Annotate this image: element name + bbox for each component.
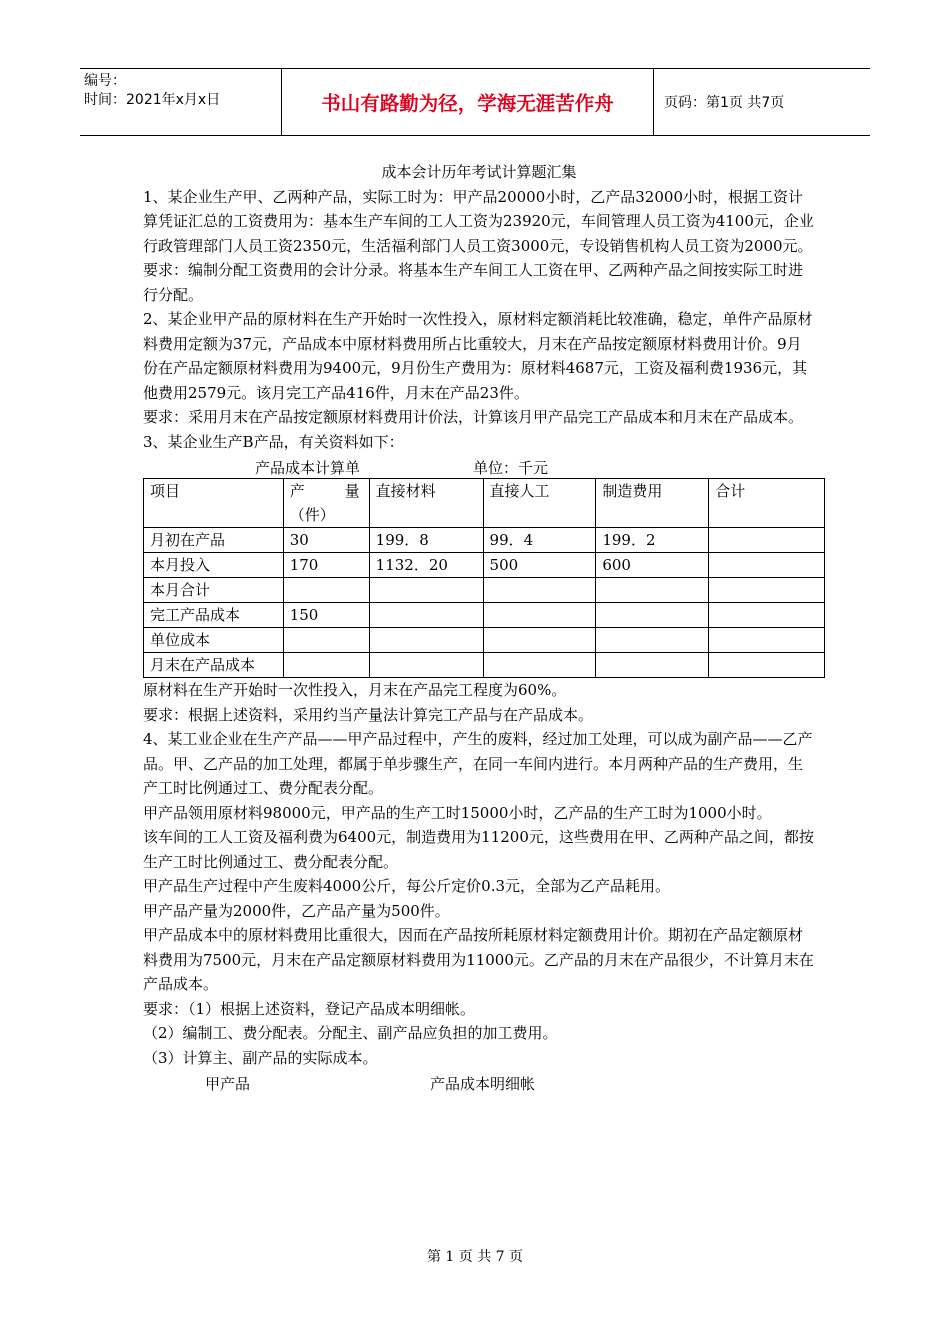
table-cell <box>596 603 709 628</box>
table-cell <box>283 578 369 603</box>
table-cell <box>709 628 825 653</box>
paragraph: 3、某企业生产B产品，有关资料如下： <box>143 432 404 451</box>
table-cell: 1132．20 <box>369 553 483 578</box>
subheading-ledger: 产品成本明细帐 <box>430 1075 536 1093</box>
table-cell: 500 <box>483 553 596 578</box>
table-cell: 99．4 <box>483 528 596 553</box>
table-cell: 单位成本 <box>144 628 284 653</box>
paragraph: 要求：（1）根据上述资料，登记产品成本明细帐。 <box>143 999 476 1018</box>
column-header: 合计 <box>709 479 825 528</box>
table-row <box>144 578 825 603</box>
table-cell: 月初在产品 <box>144 528 284 553</box>
subheading-row <box>143 1072 815 1100</box>
table-row <box>144 603 825 628</box>
column-header: 制造费用 <box>596 479 709 528</box>
table-cell <box>369 628 483 653</box>
paragraph: 要求：编制分配工资费用的会计分录。将基本生产车间工人工资在甲、乙两种产品之间按实际工时进行分配。 <box>143 261 804 304</box>
doc-time-label: 时间：2021年x月x日 <box>84 92 221 108</box>
paragraph: 甲产品成本中的原材料费用比重很大，因而在产品按所耗原材料定额费用计价。期初在产品定额原材料费用为7500元，月末在产品定额原材料费用为11000元。乙产品的月末在产品很少，不计算月末在产品成本。 <box>143 926 814 993</box>
table-caption-row <box>143 456 815 478</box>
paragraph: 甲产品领用原材料98000元，甲产品的生产工时15000小时，乙产品的生产工时为1000小时。 <box>143 803 772 822</box>
column-header: 直接材料 <box>369 479 483 528</box>
table-cell <box>709 603 825 628</box>
doc-number-label: 编号： <box>84 73 126 89</box>
table-cell: 本月投入 <box>144 553 284 578</box>
subheading-product: 甲产品 <box>205 1075 251 1093</box>
table-cell <box>709 528 825 553</box>
page-header <box>80 68 870 136</box>
table-cell <box>709 578 825 603</box>
header-motto: 书山有路勤为径，学海无涯苦作舟 <box>282 69 654 135</box>
table-caption: 产品成本计算单 <box>255 459 361 477</box>
table-cell <box>596 653 709 678</box>
paragraph: （2）编制工、费分配表。分配主、副产品应负担的加工费用。 <box>143 1024 558 1042</box>
header-meta <box>80 69 282 135</box>
paragraph: 要求：根据上述资料，采用约当产量法计算完工产品与在产品成本。 <box>143 705 594 724</box>
table-cell <box>369 603 483 628</box>
paragraph: （3）计算主、副产品的实际成本。 <box>143 1048 378 1067</box>
header-page-label: 页码：第1页 共7页 <box>664 95 785 111</box>
column-header: 直接人工 <box>483 479 596 528</box>
table-cell <box>369 578 483 603</box>
table-cell: 30 <box>283 528 369 553</box>
paragraph: 原材料在生产开始时一次性投入，月末在产品完工程度为60%。 <box>143 681 567 699</box>
table-cell <box>369 653 483 678</box>
page-footer: 第 1 页 共 7 页 <box>426 1249 524 1265</box>
table-cell: 月末在产品成本 <box>144 653 284 678</box>
document-title: 成本会计历年考试计算题汇集 <box>381 163 577 181</box>
paragraph: 该车间的工人工资及福利费为6400元，制造费用为11200元，这些费用在甲、乙两种产品之间，都按生产工时比例通过工、费分配表分配。 <box>143 828 814 871</box>
table-cell: 150 <box>283 603 369 628</box>
paragraph: 甲产品生产过程中产生废料4000公斤，每公斤定价0.3元，全部为乙产品耗用。 <box>143 877 671 895</box>
table-header-row <box>144 479 825 528</box>
table-cell <box>283 653 369 678</box>
table-cell <box>483 628 596 653</box>
table-cell: 199．8 <box>369 528 483 553</box>
table-cell <box>483 578 596 603</box>
table-row <box>144 628 825 653</box>
table-cell: 完工产品成本 <box>144 603 284 628</box>
table-cell: 600 <box>596 553 709 578</box>
column-header-quantity: 产 量 （件） <box>283 479 369 528</box>
table-cell: 本月合计 <box>144 578 284 603</box>
document-body <box>143 160 815 1100</box>
table-row <box>144 553 825 578</box>
table-cell <box>483 603 596 628</box>
table-cell <box>483 653 596 678</box>
table-cell <box>709 653 825 678</box>
column-header: 项目 <box>144 479 284 528</box>
paragraph: 2、某企业甲产品的原材料在生产开始时一次性投入，原材料定额消耗比较准确，稳定，单件产品原材料费用定额为37元，产品成本中原材料费用所占比重较大，月末在产品按定额原材料费用计价。9月份在产品定额原材料费用为9400元，9月份生产费用为：原材料4687元，工资及福利费1936元，其他费用2579元。该月完工产品416件，月末在产品23件。 <box>143 310 813 402</box>
table-cell <box>596 578 709 603</box>
table-cell: 170 <box>283 553 369 578</box>
table-unit: 单位：千元 <box>473 459 549 477</box>
paragraph: 1、某企业生产甲、乙两种产品，实际工时为：甲产品20000小时，乙产品32000小时，根据工资计算凭证汇总的工资费用为：基本生产车间的工人工资为23920元，车间管理人员工资为4100元，企业行政管理部门人员工资2350元，生活福利部门人员工资3000元，专设销售机构人员工资为2000元。 <box>143 187 814 255</box>
table-cell <box>596 628 709 653</box>
paragraph: 要求：采用月末在产品按定额原材料费用计价法，计算该月甲产品完工产品成本和月末在产品成本。 <box>143 408 804 426</box>
table-cell <box>283 628 369 653</box>
table-row <box>144 653 825 678</box>
cost-table <box>143 478 825 678</box>
paragraph: 4、某工业企业在生产产品——甲产品过程中，产生的废料，经过加工处理，可以成为副产品——乙产品。甲、乙产品的加工处理，都属于单步骤生产，在同一车间内进行。本月两种产品的生产费用，生产工时比例通过工、费分配表分配。 <box>143 730 813 797</box>
table-cell <box>709 553 825 578</box>
paragraph: 甲产品产量为2000件，乙产品产量为500件。 <box>143 901 450 920</box>
table-cell: 199．2 <box>596 528 709 553</box>
table-row <box>144 528 825 553</box>
